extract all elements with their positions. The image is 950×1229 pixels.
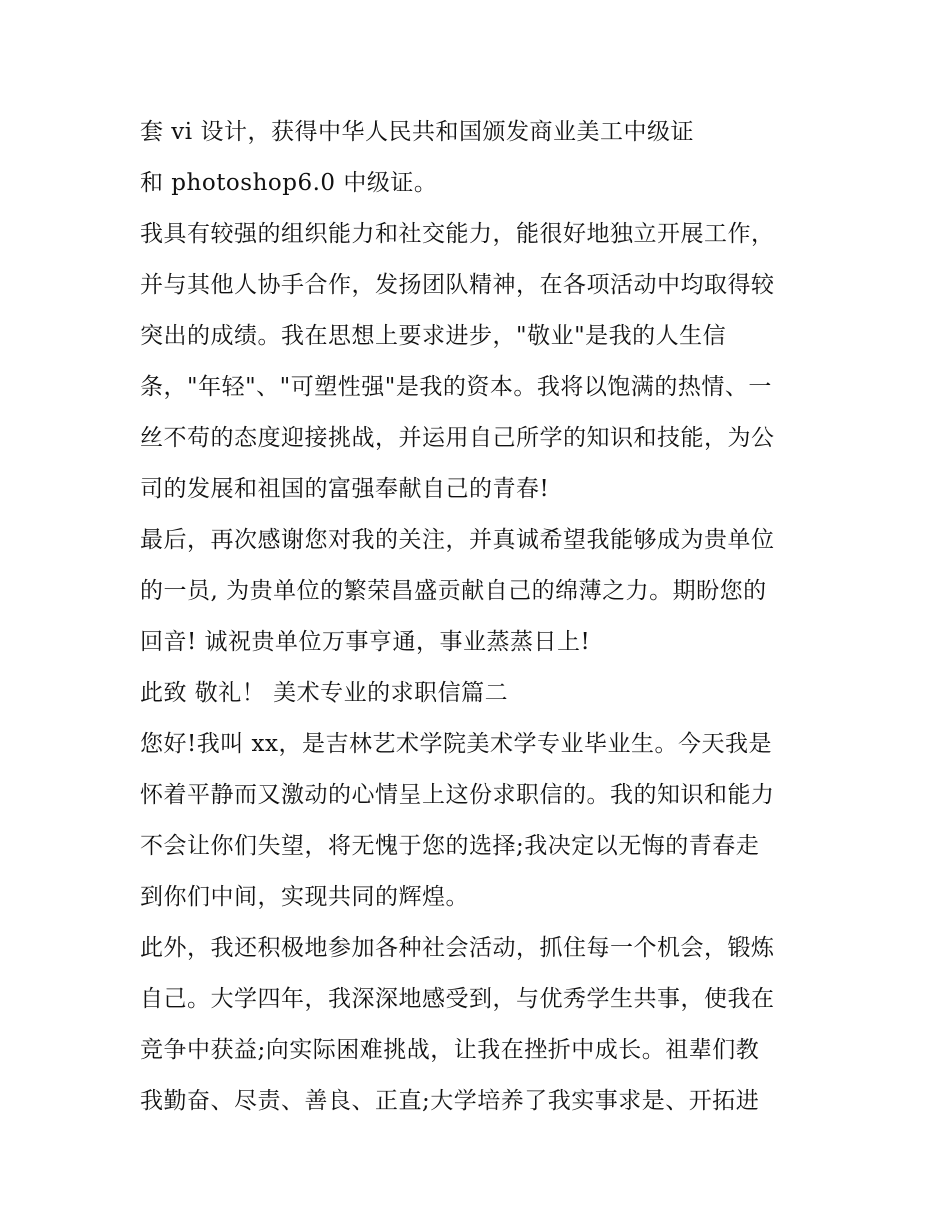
text-line-15: 不会让你们失望，将无愧于您的选择;我决定以无悔的青春走 bbox=[140, 833, 760, 859]
text-line-7: 丝不苟的态度迎接挑战，并运用自己所学的知识和技能，为公 bbox=[140, 425, 775, 451]
text-line-9: 最后，再次感谢您对我的关注，并真诚希望我能够成为贵单位 bbox=[140, 527, 775, 553]
text-line-19: 竞争中获益;向实际困难挑战，让我在挫折中成长。祖辈们教 bbox=[140, 1037, 760, 1063]
text-line-12: 此致 敬礼！ 美术专业的求职信篇二 bbox=[140, 680, 509, 706]
text-line-17: 此外，我还积极地参加各种社会活动，抓住每一个机会，锻炼 bbox=[140, 935, 775, 961]
text-line-11: 回音! 诚祝贵单位万事亨通，事业蒸蒸日上! bbox=[140, 629, 591, 655]
text-line-13: 您好!我叫 xx，是吉林艺术学院美术学专业毕业生。今天我是 bbox=[140, 731, 772, 757]
text-line-3: 我具有较强的组织能力和社交能力，能很好地独立开展工作， bbox=[140, 221, 775, 247]
text-line-5: 突出的成绩。我在思想上要求进步，"敬业"是我的人生信 bbox=[140, 323, 727, 349]
text-line-6: 条，"年轻"、"可塑性强"是我的资本。我将以饱满的热情、一 bbox=[140, 374, 772, 400]
text-line-10: 的一员, 为贵单位的繁荣昌盛贡献自己的绵薄之力。期盼您的 bbox=[140, 578, 767, 604]
text-line-14: 怀着平静而又激动的心情呈上这份求职信的。我的知识和能力 bbox=[140, 782, 775, 808]
text-line-1: 套 vi 设计，获得中华人民共和国颁发商业美工中级证 bbox=[140, 119, 694, 145]
text-line-8: 司的发展和祖国的富强奉献自己的青春! bbox=[140, 476, 550, 502]
body-text bbox=[140, 107, 820, 1127]
text-line-20: 我勤奋、尽责、善良、正直;大学培养了我实事求是、开拓进 bbox=[140, 1088, 760, 1114]
text-line-16: 到你们中间，实现共同的辉煌。 bbox=[140, 884, 469, 910]
text-line-18: 自己。大学四年，我深深地感受到，与优秀学生共事，使我在 bbox=[140, 986, 775, 1012]
text-line-2: 和 photoshop6.0 中级证。 bbox=[140, 170, 438, 196]
text-line-4: 并与其他人协手合作，发扬团队精神，在各项活动中均取得较 bbox=[140, 272, 775, 298]
